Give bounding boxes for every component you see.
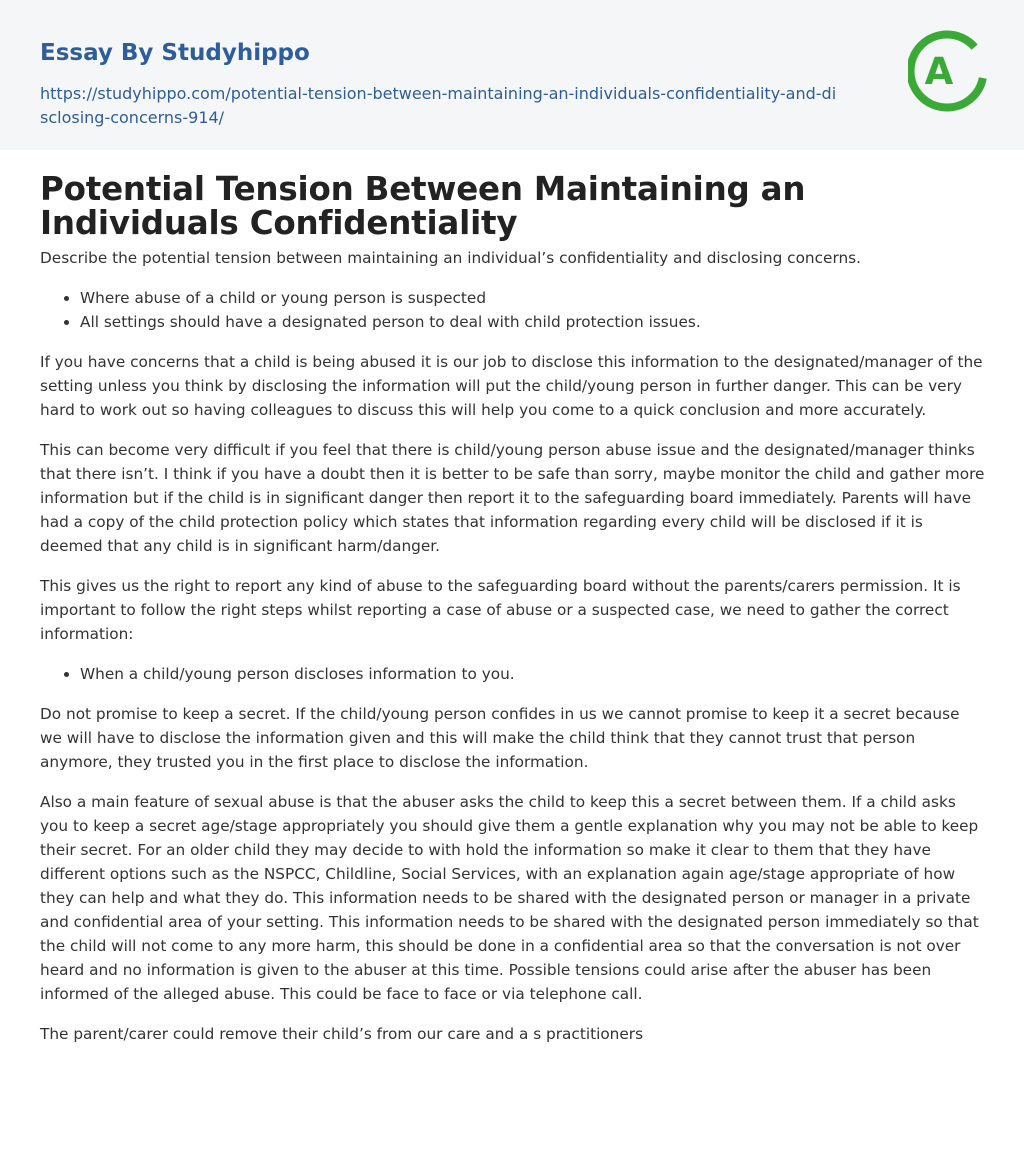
logo-letter: A [924, 50, 954, 93]
essay-paragraph-5: Also a main feature of sexual abuse is that the abuser asks the child to keep this a secret between them. If a child asks you to keep a secret age/stage appropriately you should give them a gentle explanation why you may not be able to keep their secret. For an older child they may decide to with hold the information so make it clear to them that they have different options such as the NSPCC, Childline, Social Services, with an explanation again age/stage appropriate of how they can help and what they do. This information needs to be shared with the designated person or manager in a private and confidential area of your setting. This information needs to be shared with the designated person immediately so that the child will not come to any more harm, this should be done in a confidential area so that the conversation is not over heard and no information is given to the abuser at this time. Possible tensions could arise after the abuser has been informed of the alleged abuse. This could be face to face or via telephone call. [40, 793, 979, 1003]
essay-paragraph-2: This can become very difficult if you feel that there is child/young person abuse issue and the designated/manager thinks that there isn’t. I think if you have a doubt then it is better to be safe than sorry, maybe monitor the child and gather more information but if the child is in significant danger then report it to the safeguarding board immediately. Parents will have had a copy of the child protection policy which states that information regarding every child will be disclosed if it is deemed that any child is in significant harm/danger. [40, 441, 985, 555]
list-item: • When a child/young person discloses information to you. [80, 662, 986, 686]
site-header [0, 0, 1024, 150]
essay-content [40, 168, 986, 1062]
essay-intro: Describe the potential tension between maintaining an individual’s confidentiality and disclosing concerns. [40, 249, 861, 267]
essay-paragraph-4: Do not promise to keep a secret. If the child/young person confides in us we cannot promise to keep it a secret because we will have to disclose the information given and this will make the child think that they cannot trust that person anymore, they trusted you in the first place to disclose the information. [40, 705, 960, 771]
list-item: • Where abuse of a child or young person is suspected [80, 286, 986, 310]
brand-title[interactable]: Essay By Studyhippo [40, 40, 310, 66]
studyhippo-logo-icon[interactable] [908, 28, 988, 116]
essay-paragraph-1: If you have concerns that a child is being abused it is our job to disclose this information to the designated/manager of the setting unless you think by disclosing the information will put the child/young person in further danger. This can be very hard to work out so having colleagues to discuss this will help you come to a quick conclusion and more accurately. [40, 353, 983, 419]
essay-paragraph-3: This gives us the right to report any kind of abuse to the safeguarding board without the parents/carers permission. It is important to follow the right steps whilst reporting a case of abuse or a suspected case, we need to gather the correct information: [40, 577, 961, 643]
list-item: • All settings should have a designated person to deal with child protection issues. [80, 310, 986, 334]
source-url-link[interactable]: https://studyhippo.com/potential-tension-between-maintaining-an-individuals-confidentiality-and-disclosing-concerns-914/ [40, 84, 837, 127]
bullet-list-1 [40, 286, 986, 334]
essay-title: Potential Tension Between Maintaining an Individuals Confidentiality [40, 170, 806, 242]
bullet-list-2 [40, 662, 986, 686]
essay-paragraph-6: The parent/carer could remove their child’s from our care and a s practitioners [40, 1025, 644, 1043]
